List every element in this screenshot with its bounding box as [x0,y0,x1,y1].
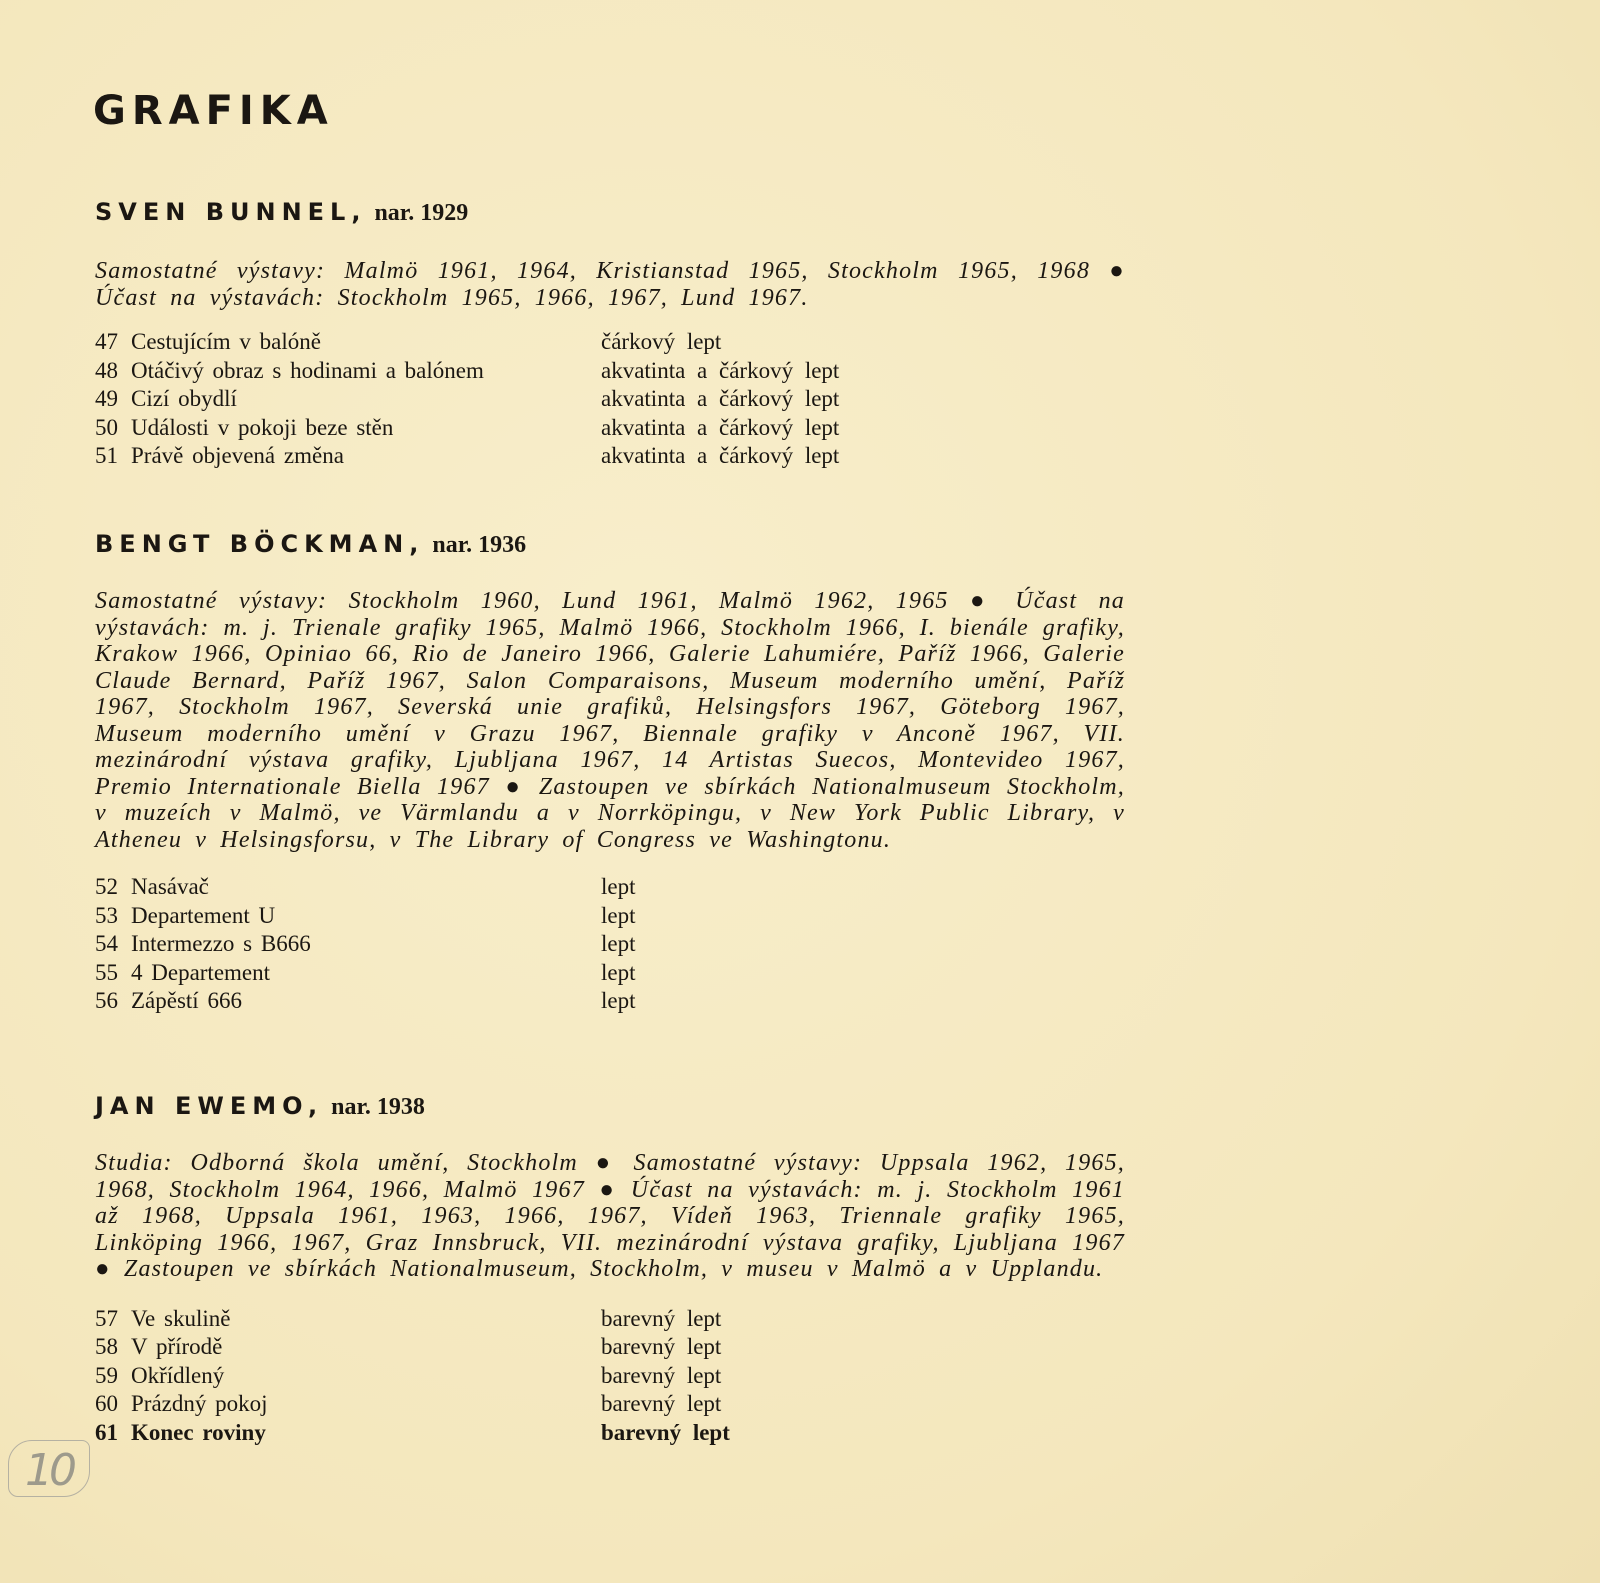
handwritten-page-number: 10 [8,1440,90,1497]
work-item [95,902,1125,931]
work-title: Okřídlený [131,1362,225,1388]
artist-name: JAN EWEMO, [95,1092,324,1120]
work-number: 48 [95,357,118,383]
artist-name: BENGT BÖCKMAN, [95,530,425,558]
work-item [95,1362,1125,1391]
work-title: Právě objevená změna [131,443,344,468]
artist-heading [95,530,1125,570]
work-number: 52 [95,874,118,899]
work-title: Nasávač [131,874,209,899]
work-number: 60 [95,1391,118,1416]
work-item [95,1305,1125,1334]
work-title: Cizí obydlí [131,386,237,411]
work-technique: barevný lept [601,1334,722,1359]
work-number: 53 [95,902,118,928]
work-item [95,959,1125,988]
artist-bio: Samostatné výstavy: Malmö 1961, 1964, Kristianstad 1965, Stockholm 1965, 1968 ● Účast na výstavách: Stockholm 1965, 1966, 1967, Lund 1967. [95,258,1125,311]
work-technique: akvatinta a čárkový lept [601,386,840,411]
work-technique: lept [601,874,636,899]
work-technique: lept [601,959,636,985]
work-technique: lept [601,988,636,1013]
work-technique: lept [601,902,636,928]
work-technique: akvatinta a čárkový lept [601,443,840,468]
work-technique: lept [601,931,636,956]
work-number: 47 [95,329,118,354]
work-number: 49 [95,386,118,411]
work-technique: akvatinta a čárkový lept [601,414,840,440]
artist-bio: Studia: Odborná škola umění, Stockholm ● Samostatné výstavy: Uppsala 1962, 1965, 1968, Stockholm 1964, 1966, Malmö 1967 ● Účast na výstavách: m. j. Stockholm 1961 až 1968, Uppsala 1961, 1963, 1966, 1967, Vídeň 1963, Triennale grafiky 1965, Linköping 1966, 1967, Graz Innsbruck, VII. mezinárodní výstava grafiky, Ljubljana 1967 ● Zastoupen ve sbírkách Nationalmuseum, Stockholm, v museu v Malmö a v Upplandu. [95,1150,1125,1282]
work-technique: akvatinta a čárkový lept [601,357,840,383]
work-item [95,414,1125,443]
work-title: Události v pokoji beze stěn [131,414,394,440]
work-title: V přírodě [131,1334,223,1359]
work-technique: barevný lept [601,1362,722,1388]
work-item [95,357,1125,386]
work-title: Prázdný pokoj [131,1391,268,1416]
work-item [95,328,1125,357]
work-number: 61 [95,1419,118,1445]
work-title: Zápěstí 666 [131,988,242,1013]
work-title: Ve skulině [131,1305,231,1331]
work-item [95,987,1125,1016]
work-title: Intermezzo s B666 [131,931,311,956]
artist-heading [95,1092,1125,1132]
work-item [95,1419,1125,1448]
work-title: Departement U [131,902,276,928]
works-list [95,873,1125,1016]
artist-birth-year: nar. 1936 [432,532,527,558]
work-item [95,873,1125,902]
work-number: 55 [95,959,118,985]
work-title: Otáčivý obraz s hodinami a balónem [131,357,484,383]
work-item [95,385,1125,414]
artist-section [95,198,1125,471]
work-item [95,1333,1125,1362]
works-list [95,328,1125,471]
work-number: 51 [95,443,118,468]
work-title: 4 Departement [131,959,271,985]
work-technique: barevný lept [601,1305,722,1331]
works-list [95,1305,1125,1448]
work-item [95,930,1125,959]
work-technique: barevný lept [601,1391,722,1416]
work-item [95,1390,1125,1419]
work-title: Cestujícím v balóně [131,329,321,354]
work-item [95,442,1125,471]
artist-birth-year: nar. 1938 [331,1094,425,1120]
work-number: 59 [95,1362,118,1388]
artist-birth-year: nar. 1929 [374,200,469,226]
work-technique: barevný lept [601,1419,730,1445]
artist-name: SVEN BUNNEL, [95,198,367,226]
work-title: Konec roviny [131,1419,266,1445]
artist-heading [95,198,1125,238]
work-number: 58 [95,1334,118,1359]
artist-bio: Samostatné výstavy: Stockholm 1960, Lund 1961, Malmö 1962, 1965 ● Účast na výstavách: m. j. Trienale grafiky 1965, Malmö 1966, Stockholm 1966, I. bienále grafiky, Krakow 1966, Opiniao 66, Rio de Janeiro 1966, Galerie Lahumiére, Paříž 1966, Galerie Claude Bernard, Paříž 1967, Salon Comparaisons, Museum moderního umění, Paříž 1967, Stockholm 1967, Severská unie grafiků, Helsingsfors 1967, Göteborg 1967, Museum moderního umění v Grazu 1967, Biennale grafiky v Anconě 1967, VII. mezinárodní výstava grafiky, Ljubljana 1967, 14 Artistas Suecos, Montevideo 1967, Premio Internationale Biella 1967 ● Zastoupen ve sbírkách Nationalmuseum Stockholm, v muzeích v Malmö, ve Värmlandu a v Norrköpingu, v New York Public Library, v Atheneu v Helsingsforsu, v The Library of Congress ve Washingtonu. [95,588,1125,853]
artist-section [95,1092,1125,1447]
work-number: 54 [95,931,118,956]
page-title: GRAFIKA [93,88,334,134]
artist-section [95,530,1125,1016]
work-number: 56 [95,988,118,1013]
work-technique: čárkový lept [601,329,722,354]
work-number: 50 [95,414,118,440]
work-number: 57 [95,1305,118,1331]
